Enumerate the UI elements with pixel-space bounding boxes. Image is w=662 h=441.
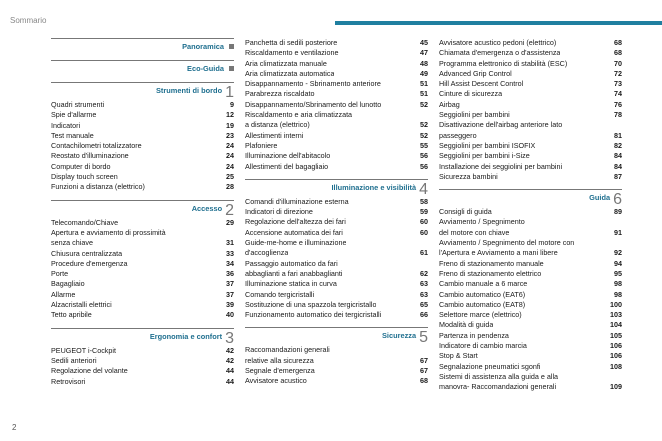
toc-entry-page: 68 [420, 376, 428, 386]
toc-entry[interactable] [51, 279, 234, 289]
toc-entry[interactable] [439, 290, 622, 300]
toc-entry[interactable] [51, 110, 234, 120]
toc-entry[interactable] [245, 279, 428, 289]
toc-entry-title: Disattivazione dell'airbag anteriore lato [439, 120, 563, 130]
toc-entry-page: 89 [614, 207, 622, 217]
toc-entry-page: 56 [420, 151, 428, 161]
toc-entry[interactable] [245, 38, 428, 48]
toc-entry[interactable] [51, 259, 234, 269]
toc-entry-page: 65 [420, 299, 428, 309]
toc-entry-page: 98 [614, 279, 622, 289]
toc-entry[interactable] [439, 48, 622, 58]
toc-column-2 [245, 38, 428, 387]
toc-entry-title: Segnale d'emergenza [245, 366, 315, 376]
toc-entry-page: 48 [420, 58, 428, 68]
toc-entry-page: 25 [226, 172, 234, 182]
section-header-4 [245, 179, 428, 197]
toc-entry-title: Cambio automatico (EAT8) [439, 299, 526, 309]
toc-entry[interactable] [245, 100, 428, 110]
section-number: 3 [225, 329, 234, 347]
section-number: 5 [419, 329, 428, 347]
toc-entry-title: Parabrezza riscaldato [245, 89, 315, 99]
toc-entry[interactable] [245, 141, 428, 151]
toc-entry-title: senza chiave [51, 238, 93, 248]
toc-entry-page: 68 [614, 48, 622, 58]
toc-entry-title: Seggiolini per bambini [439, 110, 510, 120]
toc-entry-page: 12 [226, 110, 234, 120]
toc-entry-title: Apertura e avviamento di prossimità [51, 227, 166, 237]
toc-entry-page: 109 [610, 382, 622, 392]
toc-entry[interactable] [439, 351, 622, 361]
toc-entry-title: abbaglianti a fari anabbaglianti [245, 268, 343, 278]
section-number: 6 [613, 191, 622, 209]
toc-entry-page: 98 [614, 289, 622, 299]
toc-column-3 [439, 38, 622, 393]
toc-entry-page: 74 [614, 89, 622, 99]
toc-entry[interactable] [245, 217, 428, 227]
toc-entry[interactable] [245, 162, 428, 172]
toc-entry[interactable] [51, 269, 234, 279]
toc-entry-page: 68 [614, 38, 622, 47]
toc-entry-title: Illuminazione dell'abitacolo [245, 151, 331, 161]
toc-entry-page: 78 [614, 110, 622, 120]
section-title: Panoramica [182, 42, 224, 51]
toc-entry-title: Seggiolini per bambini i-Size [439, 151, 530, 161]
toc-entry-page: 103 [610, 310, 622, 320]
toc-entry-page: 105 [610, 330, 622, 340]
toc-entry-title: Quadri strumenti [51, 100, 105, 109]
toc-entry[interactable] [245, 356, 428, 366]
toc-entry-page: 51 [420, 89, 428, 99]
toc-entry[interactable] [51, 377, 234, 387]
toc-entry[interactable] [245, 120, 428, 130]
toc-entry-page: 73 [614, 79, 622, 89]
toc-entry-title: d'accoglienza [245, 248, 289, 258]
toc-entry[interactable] [439, 141, 622, 151]
toc-entry-title: Segnalazione pneumatici sgonfi [439, 361, 541, 371]
toc-entry-page: 51 [420, 79, 428, 89]
toc-entry-title: Seggiolini per bambini ISOFIX [439, 140, 536, 150]
section-title: Sicurezza [381, 331, 417, 341]
toc-entry-page: 52 [420, 99, 428, 109]
section-header-1 [51, 82, 234, 100]
toc-entry-title: Modalità di guida [439, 320, 494, 330]
toc-entry-title: Procedure d'emergenza [51, 258, 128, 268]
toc-entry-page: 31 [226, 238, 234, 248]
toc-entry-page: 58 [420, 196, 428, 206]
section-title: Eco-Guida [187, 64, 224, 73]
toc-entry-page: 39 [226, 300, 234, 310]
toc-entry-page: 100 [610, 299, 622, 309]
toc-entry-title: a distanza (elettrico) [245, 120, 310, 130]
toc-entry[interactable] [245, 248, 428, 258]
header-accent-bar [335, 21, 662, 25]
toc-entry[interactable] [51, 182, 234, 192]
toc-entry-page: 92 [614, 248, 622, 258]
toc-entry-page: 55 [420, 140, 428, 150]
toc-entry-page: 47 [420, 48, 428, 58]
toc-entry[interactable] [245, 269, 428, 279]
toc-entry-title: Reostato d'illuminazione [51, 151, 129, 161]
toc-entry-title: Sedili anteriori [51, 355, 97, 365]
toc-entry-title: Riscaldamento e aria climatizzata [245, 110, 353, 120]
toc-entry-title: Passaggio automatico da fari [245, 258, 338, 268]
toc-entry-title: Advanced Grip Control [439, 68, 512, 78]
toc-entry-page: 28 [226, 182, 234, 192]
toc-entry[interactable] [439, 100, 622, 110]
toc-entry-page: 24 [226, 161, 234, 171]
toc-entry[interactable] [439, 120, 622, 130]
toc-entry-title: Alzacristalli elettrici [51, 300, 112, 310]
toc-entry-title: Telecomando/Chiave [51, 217, 119, 227]
toc-entry-page: 36 [226, 269, 234, 279]
toc-entry[interactable] [51, 131, 234, 141]
section-title: Guida [589, 193, 611, 203]
toc-entry-title: Sicurezza bambini [439, 171, 498, 181]
toc-entry-page: 52 [420, 120, 428, 130]
toc-entry[interactable] [439, 131, 622, 141]
toc-entry-page: 61 [420, 248, 428, 258]
toc-entry-title: Allestimenti del bagagliaio [245, 161, 329, 171]
toc-entry-title: PEUGEOT i-Cockpit [51, 345, 116, 355]
toc-entry-title: Programma elettronico di stabilità (ESC) [439, 58, 568, 68]
section-title: Illuminazione e visibilità [331, 182, 417, 192]
toc-entry[interactable] [51, 249, 234, 259]
toc-entry-page: 82 [614, 140, 622, 150]
toc-entry-title: Tetto apribile [51, 310, 92, 320]
toc-entry-title: Porte [51, 269, 69, 279]
section-header-5 [245, 327, 428, 345]
toc-entry-title: Disappannamento/Sbrinamento del lunotto [245, 99, 382, 109]
toc-entry-title: Illuminazione statica in curva [245, 279, 337, 289]
toc-entry[interactable] [439, 372, 622, 382]
toc-entry[interactable] [51, 162, 234, 172]
toc-entry-page: 49 [420, 68, 428, 78]
toc-entry-title: Indicatori [51, 120, 81, 130]
toc-entry-title: Freno di stazionamento manuale [439, 258, 544, 268]
toc-entry-title: Plafoniere [245, 140, 278, 150]
toc-entry-page: 52 [420, 130, 428, 140]
toc-entry[interactable] [51, 172, 234, 182]
toc-entry-title: Guide-me-home e illuminazione [245, 238, 347, 248]
toc-entry-page: 24 [226, 151, 234, 161]
toc-entry[interactable] [51, 218, 234, 228]
toc-entry-title: Panchetta di sedili posteriore [245, 38, 338, 47]
toc-entry-page: 67 [420, 355, 428, 365]
toc-entry[interactable] [245, 207, 428, 217]
toc-entry-title: Cambio manuale a 6 marce [439, 279, 528, 289]
toc-entry[interactable] [245, 228, 428, 238]
toc-entry[interactable] [245, 69, 428, 79]
square-bullet-icon [229, 66, 234, 71]
toc-entry-page: 106 [610, 341, 622, 351]
toc-entry[interactable] [51, 121, 234, 131]
toc-entry-title: Selettore marce (elettrico) [439, 310, 522, 320]
toc-column-1 [51, 38, 234, 387]
section-number: 4 [419, 180, 428, 198]
toc-entry-title: Aria climatizzata automatica [245, 68, 335, 78]
toc-entry-title: Allarme [51, 289, 76, 299]
toc-entry[interactable] [245, 89, 428, 99]
toc-entry[interactable] [51, 346, 234, 356]
section-header-2 [51, 200, 234, 218]
toc-entry-title: del motore con chiave [439, 227, 510, 237]
toc-entry-title: Chiusura centralizzata [51, 248, 123, 258]
toc-entry-title: l'Apertura e Avviamento a mani libere [439, 248, 558, 258]
toc-entry-title: Accensione automatica dei fari [245, 227, 343, 237]
toc-entry-page: 56 [420, 161, 428, 171]
toc-entry[interactable] [245, 110, 428, 120]
toc-entry[interactable] [245, 48, 428, 58]
toc-entry-title: Avvisatore acustico pedoni (elettrico) [439, 38, 557, 47]
toc-entry[interactable] [439, 320, 622, 330]
toc-entry-title: Bagagliaio [51, 279, 85, 289]
toc-entry-title: Installazione dei seggiolini per bambini [439, 161, 563, 171]
toc-entry[interactable] [51, 300, 234, 310]
toc-entry-title: Raccomandazioni generali [245, 345, 330, 355]
toc-entry[interactable] [51, 228, 234, 238]
toc-entry-title: Funzionamento automatico dei tergicristalli [245, 310, 382, 320]
toc-entry-title: Aria climatizzata manuale [245, 58, 327, 68]
section-header-6 [439, 189, 622, 207]
toc-entry-title: Airbag [439, 99, 460, 109]
toc-entry[interactable] [245, 376, 428, 386]
toc-entry[interactable] [51, 100, 234, 110]
toc-entry[interactable] [51, 366, 234, 376]
toc-entry-title: Test manuale [51, 130, 94, 140]
section-title: Strumenti di bordo [155, 86, 223, 95]
toc-entry[interactable] [439, 217, 622, 227]
toc-entry[interactable] [245, 151, 428, 161]
toc-entry-title: Riscaldamento e ventilazione [245, 48, 339, 58]
toc-entry-page: 42 [226, 355, 234, 365]
toc-entry-page: 84 [614, 151, 622, 161]
toc-entry-title: Avviamento / Spegnimento del motore con [439, 238, 575, 248]
toc-entry-page: 108 [610, 361, 622, 371]
toc-entry-title: Contachilometri totalizzatore [51, 141, 142, 151]
toc-entry[interactable] [439, 89, 622, 99]
toc-entry[interactable] [245, 238, 428, 248]
toc-entry[interactable] [439, 238, 622, 248]
toc-entry-title: Computer di bordo [51, 161, 111, 171]
toc-entry-title: Partenza in pendenza [439, 330, 509, 340]
toc-entry[interactable] [51, 356, 234, 366]
toc-entry-title: Consigli di guida [439, 207, 492, 217]
toc-entry-page: 40 [226, 310, 234, 320]
toc-entry[interactable] [439, 59, 622, 69]
toc-entry-page: 19 [226, 120, 234, 130]
toc-entry-page: 84 [614, 161, 622, 171]
toc-entry[interactable] [245, 79, 428, 89]
toc-entry[interactable] [439, 79, 622, 89]
toc-entry-title: Hill Assist Descent Control [439, 79, 524, 89]
toc-entry-title: Cinture di sicurezza [439, 89, 503, 99]
toc-entry-title: Funzioni a distanza (elettrico) [51, 182, 145, 192]
section-number: 2 [225, 201, 234, 219]
toc-entry-page: 37 [226, 289, 234, 299]
toc-entry-title: Comandi d'illuminazione esterna [245, 196, 349, 206]
toc-entry-page: 60 [420, 217, 428, 227]
toc-entry[interactable] [439, 300, 622, 310]
section-header-3 [51, 328, 234, 346]
toc-entry[interactable] [245, 300, 428, 310]
toc-entry[interactable] [439, 110, 622, 120]
toc-entry-page: 67 [420, 366, 428, 376]
toc-entry-page: 59 [420, 207, 428, 217]
toc-entry-page: 70 [614, 58, 622, 68]
toc-entry-page: 72 [614, 68, 622, 78]
toc-entry-page: 37 [226, 279, 234, 289]
toc-entry[interactable] [51, 141, 234, 151]
toc-entry[interactable] [439, 310, 622, 320]
toc-entry-title: manovra- Raccomandazioni generali [439, 382, 557, 392]
toc-entry[interactable] [245, 366, 428, 376]
toc-entry-title: Freno di stazionamento elettrico [439, 268, 542, 278]
toc-entry-page: 91 [614, 227, 622, 237]
toc-entry-page: 66 [420, 310, 428, 320]
toc-entry[interactable] [51, 310, 234, 320]
toc-entry-page: 24 [226, 141, 234, 151]
toc-entry-page: 23 [226, 130, 234, 140]
toc-entry-title: relative alla sicurezza [245, 355, 314, 365]
square-bullet-icon [229, 44, 234, 49]
toc-entry-title: Display touch screen [51, 172, 118, 182]
toc-entry-page: 63 [420, 279, 428, 289]
toc-entry[interactable] [439, 341, 622, 351]
toc-entry[interactable] [439, 228, 622, 238]
toc-entry-page: 45 [420, 38, 428, 47]
page-title: Sommario [10, 16, 47, 25]
section-eco-guida[interactable] [51, 60, 234, 78]
toc-entry[interactable] [439, 279, 622, 289]
toc-entry[interactable] [245, 310, 428, 320]
toc-entry-page: 34 [226, 258, 234, 268]
toc-entry-page: 104 [610, 320, 622, 330]
toc-entry[interactable] [439, 362, 622, 372]
toc-entry-page: 94 [614, 258, 622, 268]
toc-entry-page: 44 [226, 366, 234, 376]
toc-entry[interactable] [245, 259, 428, 269]
section-title: Accesso [191, 203, 223, 213]
toc-entry-page: 95 [614, 268, 622, 278]
toc-entry[interactable] [51, 290, 234, 300]
toc-entry[interactable] [51, 151, 234, 161]
toc-entry[interactable] [439, 38, 622, 48]
toc-entry[interactable] [439, 69, 622, 79]
toc-entry-page: 63 [420, 289, 428, 299]
toc-entry-title: Avvisatore acustico [245, 376, 307, 386]
toc-entry[interactable] [245, 131, 428, 141]
toc-entry-page: 81 [614, 130, 622, 140]
toc-entry[interactable] [439, 162, 622, 172]
toc-entry-page: 29 [226, 217, 234, 227]
toc-entry-title: Regolazione del volante [51, 366, 128, 376]
toc-entry-title: Sistemi di assistenza alla guida e alla [439, 371, 559, 381]
section-panoramica[interactable] [51, 38, 234, 56]
toc-entry-title: Avviamento / Spegnimento [439, 217, 525, 227]
toc-entry[interactable] [439, 259, 622, 269]
toc-entry-title: Spie d'allarme [51, 110, 97, 120]
toc-entry-page: 44 [226, 376, 234, 386]
toc-entry[interactable] [439, 382, 622, 392]
toc-entry[interactable] [439, 269, 622, 279]
toc-entry[interactable] [439, 151, 622, 161]
toc-entry[interactable] [245, 345, 428, 355]
toc-entry-page: 9 [230, 100, 234, 109]
toc-entry-title: Stop & Start [439, 351, 478, 361]
toc-entry[interactable] [245, 59, 428, 69]
toc-entry[interactable] [439, 248, 622, 258]
toc-entry-title: Comando tergicristalli [245, 289, 315, 299]
toc-entry-page: 33 [226, 248, 234, 258]
toc-entry-page: 60 [420, 227, 428, 237]
toc-entry[interactable] [439, 172, 622, 182]
toc-entry-page: 87 [614, 171, 622, 181]
section-title: Ergonomia e confort [149, 331, 223, 341]
toc-entry-title: Disappannamento - Sbrinamento anteriore [245, 79, 381, 89]
toc-entry-page: 106 [610, 351, 622, 361]
toc-entry-page: 76 [614, 99, 622, 109]
page-number: 2 [12, 423, 17, 432]
toc-entry-title: Indicatore di cambio marcia [439, 341, 527, 351]
toc-entry-title: Cambio automatico (EAT6) [439, 289, 526, 299]
toc-entry-title: Allestimenti interni [245, 130, 304, 140]
toc-entry[interactable] [439, 207, 622, 217]
toc-entry-page: 62 [420, 268, 428, 278]
section-number: 1 [225, 84, 234, 101]
toc-entry-title: Retrovisori [51, 376, 86, 386]
toc-entry-title: Sostituzione di una spazzola tergicristallo [245, 299, 377, 309]
toc-entry[interactable] [245, 290, 428, 300]
toc-entry[interactable] [245, 197, 428, 207]
toc-entry[interactable] [439, 331, 622, 341]
toc-entry-title: Regolazione dell'altezza dei fari [245, 217, 346, 227]
toc-entry[interactable] [51, 238, 234, 248]
toc-entry-title: Indicatori di direzione [245, 207, 313, 217]
toc-entry-title: Chiamata d'emergenza o d'assistenza [439, 48, 561, 58]
toc-entry-title: passeggero [439, 130, 477, 140]
toc-entry-page: 42 [226, 345, 234, 355]
